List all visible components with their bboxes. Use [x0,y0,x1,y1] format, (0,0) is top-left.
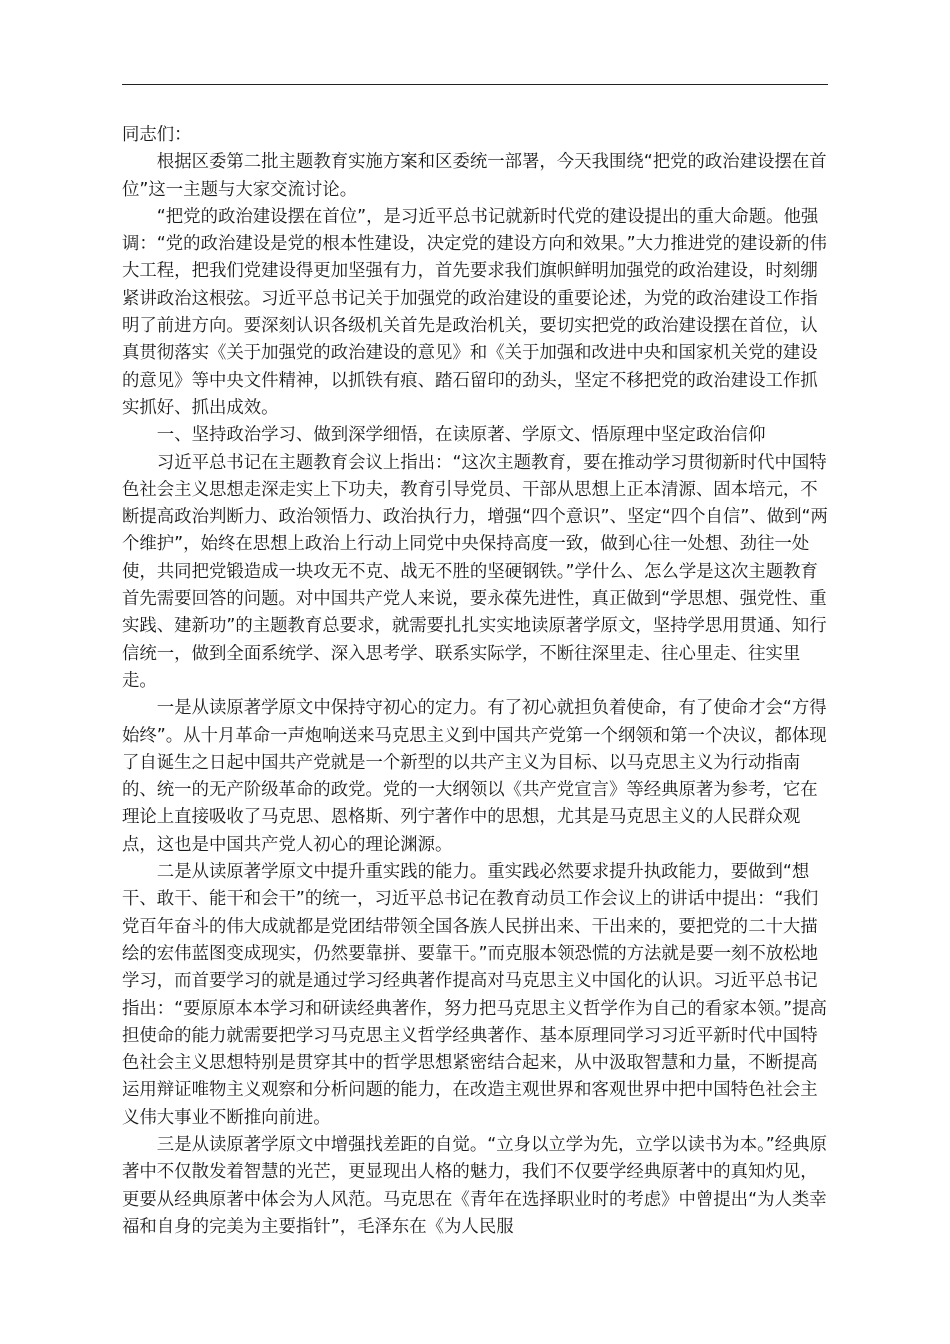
study-requirement-paragraph: 习近平总书记在主题教育会议上指出：“这次主题教育，要在推动学习贯彻新时代中国特色社会主义思想走深走实上下功夫，教育引导党员、干部从思想上正本清源、固本培元，不断提高政治判断力、政治领悟力、政治执行力，增强“四个意识”、坚定“四个自信”、做到“两个维护”，始终在思想上政治上行动上同党中央保持高度一致，做到心往一处想、劲往一处使，共同把党锻造成一块攻无不克、战无不胜的坚硬钢铁。”学什么、怎么学是这次主题教育首先需要回答的问题。对中国共产党人来说，要永葆先进性，真正做到“学思想、强党性、重实践、建新功”的主题教育总要求，就需要扎扎实实地读原著学原文，坚持学思用贯通、知行信统一，做到全面系统学、深入思考学、联系实际学，不断往深里走、往心里走、往实里走。 [122,452,828,691]
intro-paragraph: 根据区委第二批主题教育实施方案和区委统一部署，今天我围绕“把党的政治建设摆在首位”这一主题与大家交流讨论。 [122,152,827,200]
political-construction-paragraph: “把党的政治建设摆在首位”，是习近平总书记就新时代党的建设提出的重大命题。他强调：“党的政治建设是党的根本性建设，决定党的建设方向和效果。”大力推进党的建设新的伟大工程，把我们党建设得更加坚强有力，首先要求我们旗帜鲜明加强党的政治建设，时刻绷紧讲政治这根弦。习近平总书记关于加强党的政治建设的重要论述，为党的政治建设工作指明了前进方向。要深刻认识各级机关首先是政治机关，要切实把党的政治建设摆在首位，认真贯彻落实《关于加强党的政治建设的意见》和《关于加强和改进中央和国家机关党的建设的意见》等中央文件精神，以抓铁有痕、踏石留印的劲头，坚定不移把党的政治建设工作抓实抓好、抓出成效。 [122,206,827,418]
document-body [122,122,834,1241]
point-three-paragraph: 三是从读原著学原文中增强找差距的自觉。“立身以立学为先，立学以读书为本。”经典原著中不仅散发着智慧的光芒，更显现出人格的魅力，我们不仅要学经典原著中的真知灼见，更要从经典原著中体会为人风范。马克思在《青年在选择职业时的考虑》中曾提出“为人类幸福和自身的完美为主要指针”，毛泽东在《为人民服 [122,1134,827,1237]
point-one-paragraph: 一是从读原著学原文中保持守初心的定力。有了初心就担负着使命，有了使命才会“方得始终”。从十月革命一声炮响送来马克思主义到中国共产党第一个纲领和第一个决议，都体现了自诞生之日起中国共产党就是一个新型的以共产主义为目标、以马克思主义为行动指南的、统一的无产阶级革命的政党。党的一大纲领以《共产党宣言》等经典原著为参考，它在理论上直接吸收了马克思、恩格斯、列宁著作中的思想，尤其是马克思主义的人民群众观点，这也是中国共产党人初心的理论渊源。 [122,698,827,855]
header-divider [122,84,828,85]
point-two-paragraph: 二是从读原著学原文中提升重实践的能力。重实践必然要求提升执政能力，要做到“想干、敢干、能干和会干”的统一，习近平总书记在教育动员工作会议上的讲话中提出：“我们党百年奋斗的伟大成就都是党团结带领全国各族人民拼出来、干出来的，要把党的二十大描绘的宏伟蓝图变成现实，仍然要靠拼、要靠干。”而克服本领恐慌的方法就是要一刻不放松地学习，而首要学习的就是通过学习经典著作提高对马克思主义中国化的认识。习近平总书记指出：“要原原本本学习和研读经典著作，努力把马克思主义哲学作为自己的看家本领。”提高担使命的能力就需要把学习马克思主义哲学经典著作、基本原理同学习习近平新时代中国特色社会主义思想特别是贯穿其中的哲学思想紧密结合起来，从中汲取智慧和力量，不断提高运用辩证唯物主义观察和分析问题的能力，在改造主观世界和客观世界中把中国特色社会主义伟大事业不断推向前进。 [122,862,827,1128]
salutation: 同志们： [122,125,192,145]
section-heading-one: 一、坚持政治学习、做到深学细悟，在读原著、学原文、悟原理中坚定政治信仰 [156,425,766,446]
